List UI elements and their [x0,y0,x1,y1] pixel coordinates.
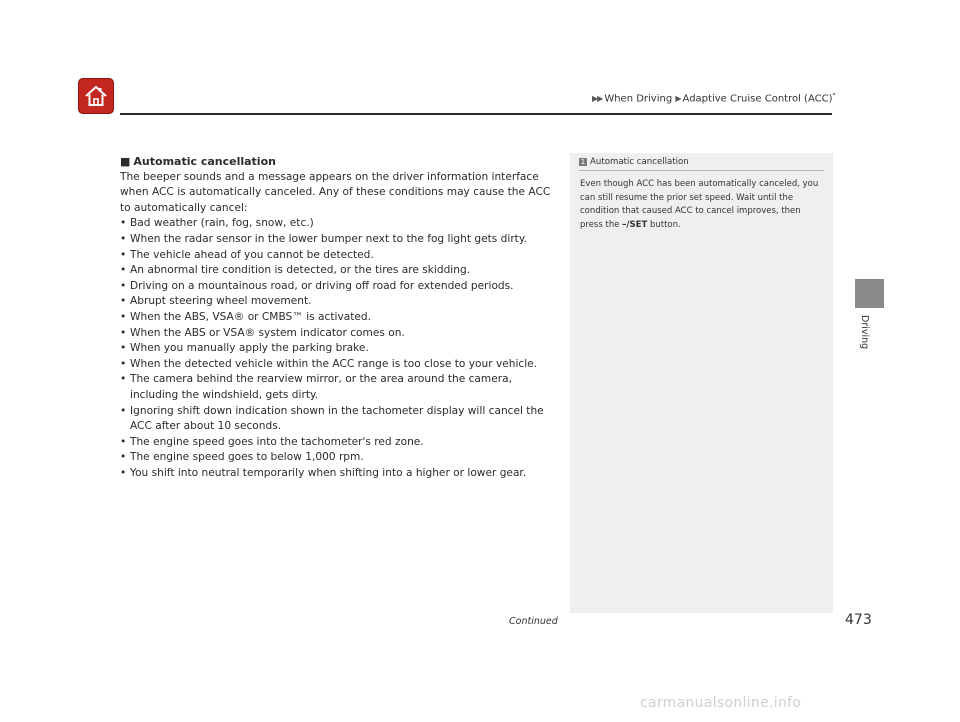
list-item: • Bad weather (rain, fog, snow, etc.) [120,216,560,232]
cancellation-conditions-list [120,216,560,481]
breadcrumb [592,92,835,104]
side-note-text: Even though ACC has been automatically canceled, you can still resume the prior set speed. Wait until the condition that caused ACC to cancel improves, then press the –/SET button. [580,179,819,230]
list-item: • When the ABS, VSA® or CMBS™ is activated. [120,310,560,326]
breadcrumb-arrow-icon: ▶ [675,94,681,104]
reference-icon: 1 [580,158,586,166]
list-item: • When the radar sensor in the lower bumper next to the fog light gets dirty. [120,232,560,248]
chapter-tab[interactable] [855,279,884,308]
list-item: • When the detected vehicle within the ACC range is too close to your vehicle. [120,357,560,373]
home-button[interactable] [78,78,114,114]
list-item: • Driving on a mountainous road, or driving off road for extended periods. [120,279,560,295]
chapter-tab-label: Driving [859,315,870,350]
breadcrumb-arrow-icon: ▶▶ [592,94,603,104]
side-note-title: Automatic cancellation [590,157,689,167]
page-number: 473 [845,612,872,628]
list-item: • An abnormal tire condition is detected, or the tires are skidding. [120,263,560,279]
header-divider [120,113,832,115]
breadcrumb-item-when-driving[interactable]: When Driving [604,93,673,105]
list-item: • When the ABS or VSA® system indicator comes on. [120,326,560,342]
side-note-heading [579,157,824,171]
list-item: • Abrupt steering wheel movement. [120,294,560,310]
side-note-panel [570,153,833,613]
continued-label: Continued [509,616,558,627]
list-item: • The engine speed goes into the tachometer's red zone. [120,435,560,451]
set-button-label: –/SET [622,219,648,230]
list-item: • The vehicle ahead of you cannot be detected. [120,248,560,264]
section-title: Automatic cancellation [133,155,276,168]
list-item: • The camera behind the rearview mirror, or the area around the camera, including the windshield, gets dirty. [120,372,560,403]
list-item: • You shift into neutral temporarily when shifting into a higher or lower gear. [120,466,560,482]
optional-equipment-mark: * [832,92,836,99]
list-item: • When you manually apply the parking brake. [120,341,560,357]
breadcrumb-item-acc[interactable]: Adaptive Cruise Control (ACC) [682,93,833,105]
section-marker-icon: ■ [120,155,131,168]
main-content [120,154,560,481]
section-heading [120,154,560,170]
home-icon [83,83,109,109]
watermark-text: carmanualsonline.info [640,695,802,711]
intro-paragraph: The beeper sounds and a message appears on the driver information interface when ACC is automatically canceled. Any of these conditions may cause the ACC to automatically cancel: [120,170,551,214]
list-item: • Ignoring shift down indication shown in the tachometer display will cancel the ACC after about 10 seconds. [120,404,560,435]
list-item: • The engine speed goes to below 1,000 rpm. [120,450,560,466]
